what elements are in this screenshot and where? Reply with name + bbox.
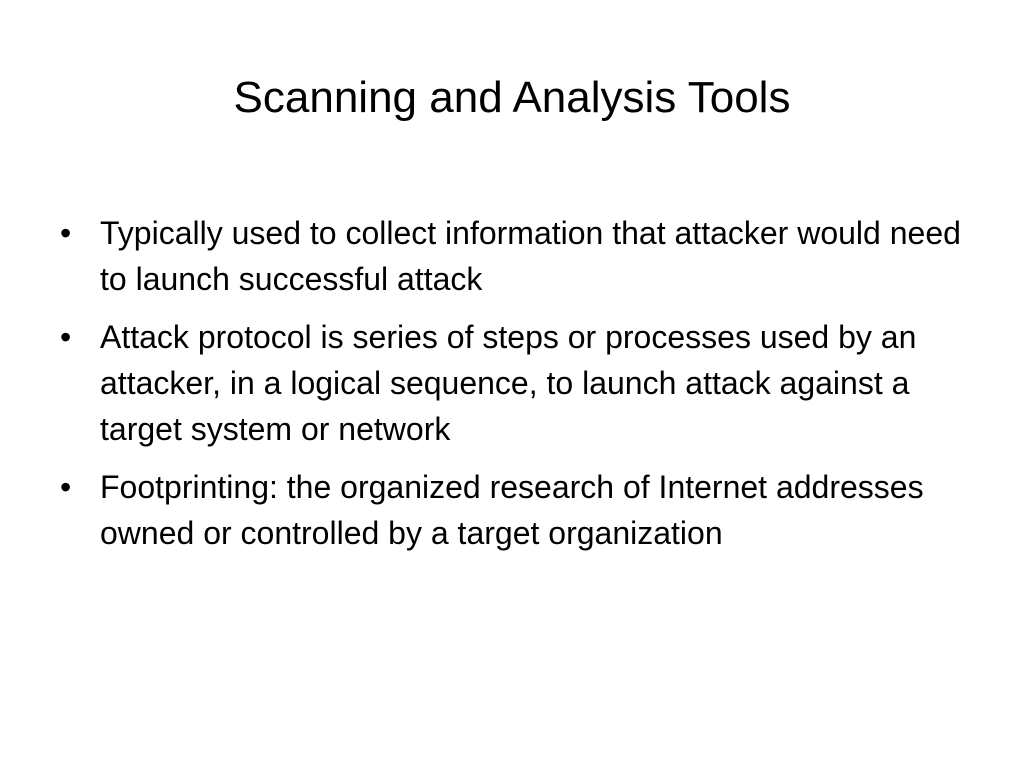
bullet-text-3: Footprinting: the organized research of Internet addresses owned or controlled by a target organization — [100, 469, 924, 551]
bullet-text-2: Attack protocol is series of steps or processes used by an attacker, in a logical sequence, to launch attack against a target system or network — [100, 319, 917, 447]
bullet-dot-icon: • — [60, 469, 72, 505]
bullet-item-3 — [58, 464, 988, 556]
slide-title: Scanning and Analysis Tools — [233, 73, 791, 122]
bullet-text-1: Typically used to collect information that attacker would need to launch successful attack — [100, 215, 961, 297]
bullet-list — [58, 210, 988, 568]
bullet-dot-icon: • — [60, 319, 72, 355]
bullet-item-2 — [58, 314, 988, 452]
bullet-item-1 — [58, 210, 988, 302]
bullet-dot-icon: • — [60, 215, 72, 251]
